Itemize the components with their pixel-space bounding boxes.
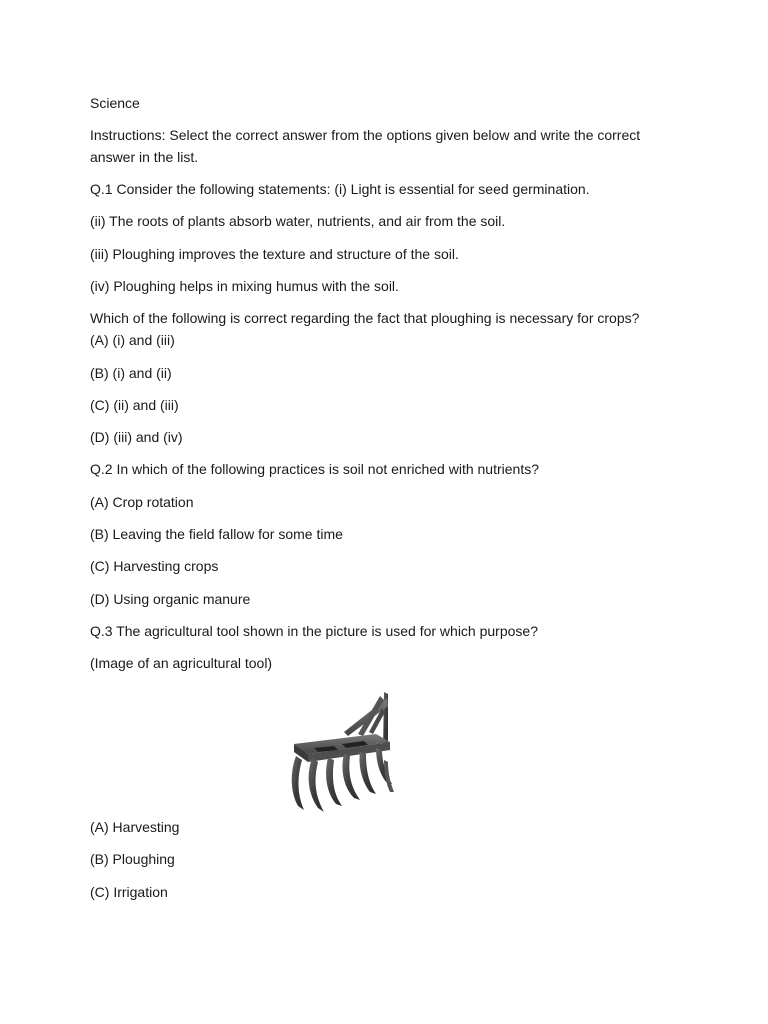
q1-option-a: (A) (i) and (iii) bbox=[90, 332, 175, 348]
cultivator-tool-icon bbox=[284, 688, 396, 820]
q1-option-d: (D) (iii) and (iv) bbox=[90, 429, 183, 445]
subject-heading: Science bbox=[90, 95, 140, 111]
q1-option-c: (C) (ii) and (iii) bbox=[90, 397, 179, 413]
q1-statement-iv: (iv) Ploughing helps in mixing humus with the soil. bbox=[90, 278, 399, 294]
q3-option-b: (B) Ploughing bbox=[90, 851, 175, 867]
q1-stem: Q.1 Consider the following statements: (i) Light is essential for seed germination. bbox=[90, 181, 590, 197]
q3-question: Q.3 The agricultural tool shown in the picture is used for which purpose? bbox=[90, 623, 538, 639]
instructions-text: Instructions: Select the correct answer from the options given below and write the correct answer in the list. bbox=[90, 127, 641, 165]
q3-image-caption: (Image of an agricultural tool) bbox=[90, 655, 273, 671]
q2-question: Q.2 In which of the following practices is soil not enriched with nutrients? bbox=[90, 461, 540, 477]
q2-option-a: (A) Crop rotation bbox=[90, 494, 194, 510]
q2-option-b: (B) Leaving the field fallow for some time bbox=[90, 526, 343, 542]
q3-option-a: (A) Harvesting bbox=[90, 819, 180, 835]
q2-option-c: (C) Harvesting crops bbox=[90, 558, 219, 574]
q1-statement-ii: (ii) The roots of plants absorb water, nutrients, and air from the soil. bbox=[90, 213, 506, 229]
q2-option-d: (D) Using organic manure bbox=[90, 591, 251, 607]
q3-option-c: (C) Irrigation bbox=[90, 884, 168, 900]
q1-question: Which of the following is correct regarding the fact that ploughing is necessary for crops? bbox=[90, 310, 640, 326]
q1-statement-iii: (iii) Ploughing improves the texture and structure of the soil. bbox=[90, 246, 459, 262]
q1-option-b: (B) (i) and (ii) bbox=[90, 365, 172, 381]
